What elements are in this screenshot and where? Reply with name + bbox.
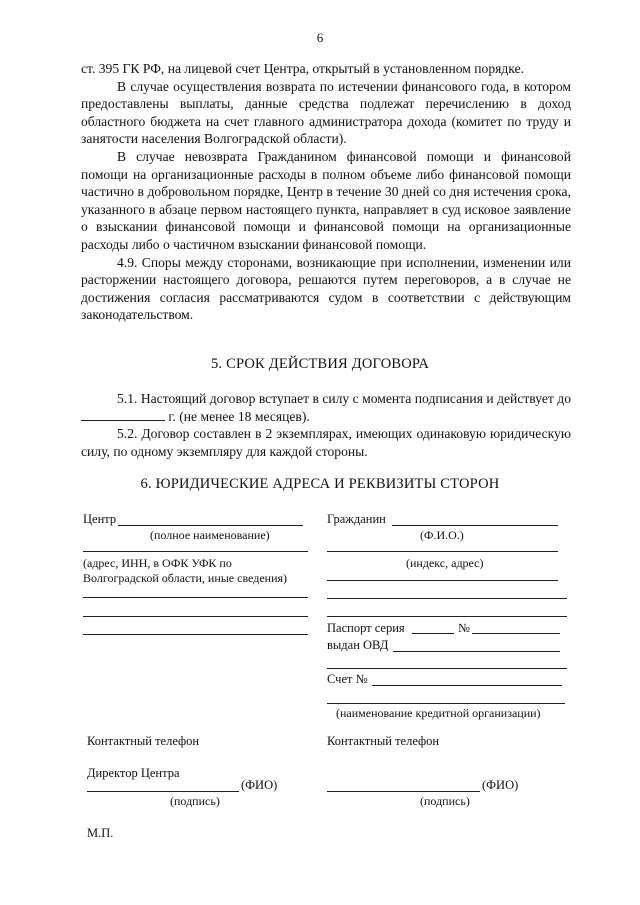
- passport-number-field[interactable]: [472, 633, 560, 634]
- clause-5-1: [81, 390, 571, 425]
- citizen-name-field[interactable]: [392, 525, 558, 526]
- paragraph: В случае невозврата Гражданином финансовой помощи и финансовой помощи на организационные расходы в полном объеме либо финансовой помощи частично в добровольном порядке, Центр в течение 30 дней со дня истечения срока, указанного в абзаце первом настоящего пункта, направляет в суд исковое заявление о взыскании финансовой помощи и финансовой помощи на организационные расходы либо о частичном взыскании финансовой помощи.: [81, 148, 571, 252]
- passport-series-label: Паспорт серия: [327, 621, 405, 635]
- section-6-title: 6. ЮРИДИЧЕСКИЕ АДРЕСА И РЕКВИЗИТЫ СТОРОН: [140, 476, 500, 492]
- full-name-caption: (полное наименование): [150, 528, 270, 542]
- citizen-address-line-2[interactable]: [327, 580, 558, 581]
- section-5-title: 5. СРОК ДЕЙСТВИЯ ДОГОВОРА: [210, 356, 430, 372]
- citizen-address-line-3[interactable]: [327, 598, 567, 599]
- director-signature-field[interactable]: [87, 791, 239, 792]
- bank-name-caption: (наименование кредитной организации): [336, 706, 541, 720]
- clause-5-2: 5.2. Договор составлен в 2 экземплярах, имеющих одинаковую юридическую силу, по одному экземпляру для каждой стороны.: [81, 426, 571, 459]
- term-end-date-field[interactable]: [81, 420, 165, 421]
- issued-by-line-2[interactable]: [327, 668, 567, 669]
- clause-5-1-tail: г. (не менее 18 месяцев).: [168, 408, 310, 424]
- center-name-field[interactable]: [118, 525, 303, 526]
- index-address-caption: (индекс, адрес): [406, 556, 484, 570]
- issued-by-label: выдан ОВД: [327, 638, 389, 652]
- citizen-fio-label: (ФИО): [482, 778, 519, 792]
- citizen-signature-caption: (подпись): [420, 794, 470, 808]
- bank-name-field[interactable]: [327, 703, 565, 704]
- contract-body: [81, 60, 571, 324]
- center-details-line-1[interactable]: [83, 597, 308, 598]
- center-address-field[interactable]: [83, 551, 308, 552]
- clause-5-1-text: 5.1. Настоящий договор вступает в силу с момента подписания и действует до: [117, 391, 571, 406]
- citizen-address-line-4[interactable]: [327, 616, 567, 617]
- paragraph: ст. 395 ГК РФ, на лицевой счет Центра, открытый в установленном порядке.: [81, 61, 525, 76]
- fio-caption: (Ф.И.О.): [420, 528, 464, 542]
- page-number: 6: [316, 30, 324, 45]
- account-label: Счет №: [327, 672, 368, 686]
- citizen-phone-label: Контактный телефон: [327, 734, 440, 748]
- citizen-address-field[interactable]: [327, 551, 558, 552]
- citizen-signature-field[interactable]: [327, 791, 480, 792]
- passport-number-label: №: [458, 621, 470, 635]
- passport-series-field[interactable]: [412, 633, 454, 634]
- paragraph: 4.9. Споры между сторонами, возникающие при исполнении, изменении или расторжении настоящего договора, решаются путем переговоров, а в случае не достижения согласия рассматриваются судом в соответствии с действующим законодательством.: [81, 254, 571, 323]
- account-number-field[interactable]: [372, 685, 562, 686]
- paragraph: В случае осуществления возврата по истечении финансового года, в котором предоставлены выплаты, данные средства подлежат перечислению в доход областного бюджета на счет главного администратора дохода (комитет по труду и занятости населения Волгоградской области).: [81, 78, 571, 147]
- issued-by-field[interactable]: [393, 651, 560, 652]
- center-phone-label: Контактный телефон: [87, 734, 200, 748]
- citizen-label: Гражданин: [327, 512, 386, 526]
- section-5-body: [81, 390, 571, 460]
- director-fio-label: (ФИО): [241, 778, 278, 792]
- center-details-line-3[interactable]: [83, 634, 308, 635]
- director-signature-caption: (подпись): [170, 794, 220, 808]
- director-label: Директор Центра: [87, 766, 180, 780]
- center-details-line-2[interactable]: [83, 616, 308, 617]
- address-caption-1: (адрес, ИНН, в ОФК УФК по: [83, 556, 232, 570]
- address-caption-2: Волгоградской области, иные сведения): [83, 571, 288, 585]
- stamp-label: М.П.: [87, 826, 114, 840]
- center-label: Центр: [83, 512, 117, 526]
